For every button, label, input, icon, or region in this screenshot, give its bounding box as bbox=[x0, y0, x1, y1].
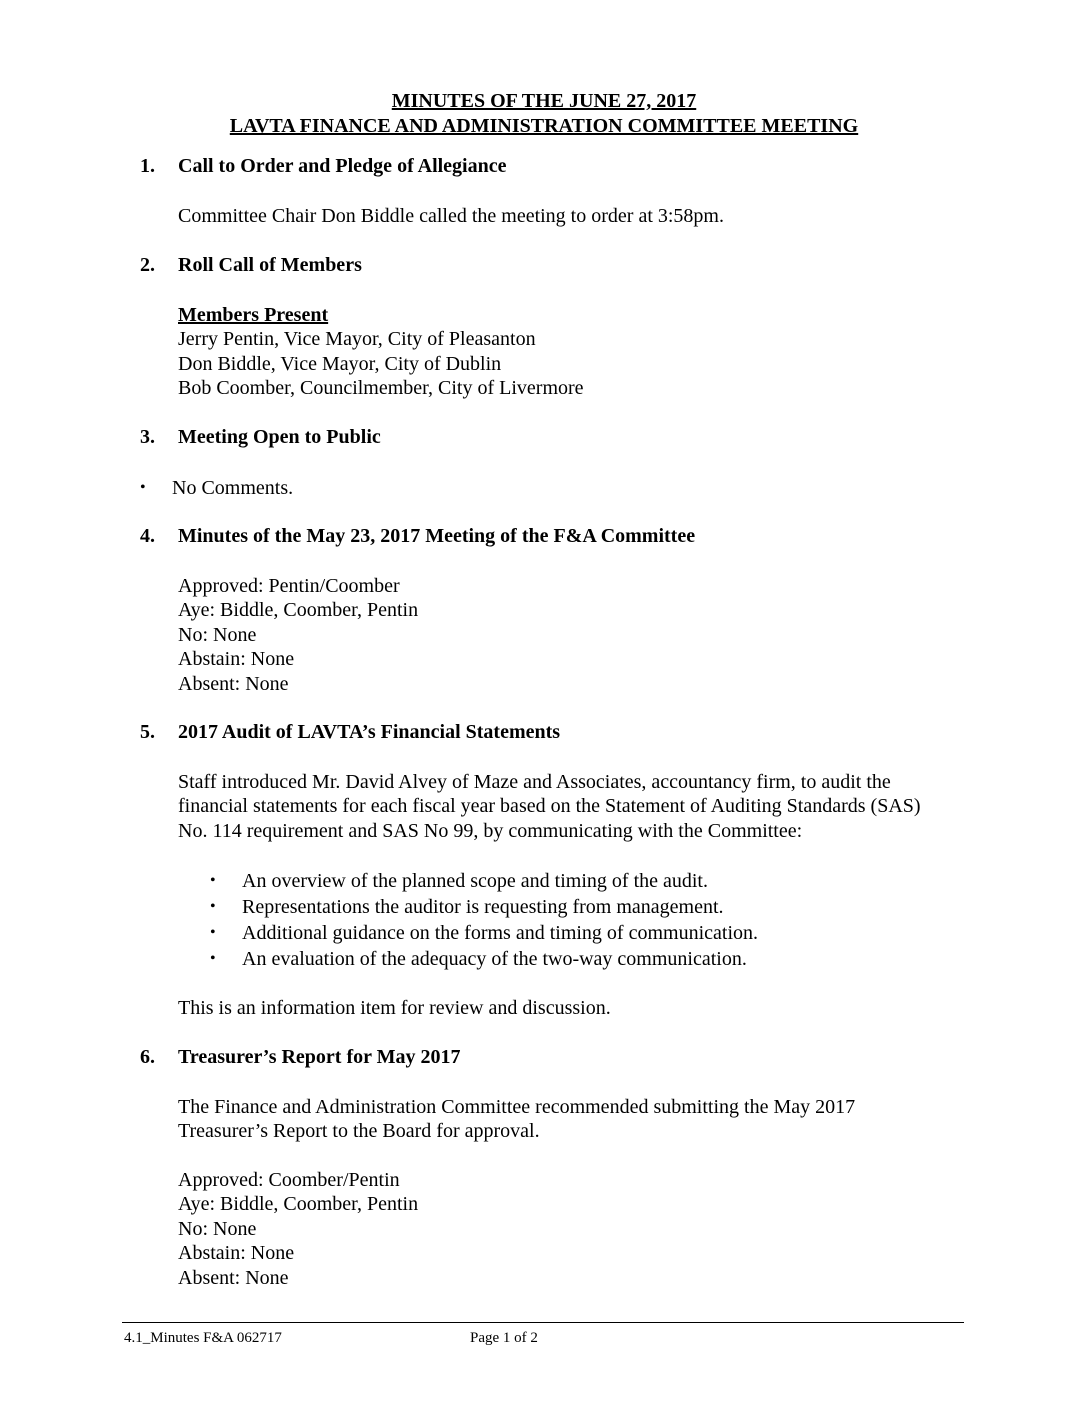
member-line: Bob Coomber, Councilmember, City of Livermore bbox=[178, 377, 584, 399]
document-title bbox=[0, 89, 1088, 138]
vote-aye: Aye: Biddle, Coomber, Pentin bbox=[178, 1193, 419, 1215]
paragraph-line: No. 114 requirement and SAS No 99, by communicating with the Committee: bbox=[178, 819, 803, 842]
bullet-item: • Additional guidance on the forms and timing of communication. bbox=[210, 920, 976, 946]
members-block bbox=[178, 303, 976, 401]
paragraph-line: Staff introduced Mr. David Alvey of Maze and Associates, accountancy firm, to audit the bbox=[178, 770, 891, 793]
vote-no: No: None bbox=[178, 623, 257, 646]
section-title: Minutes of the May 23, 2017 Meeting of the F&A Committee bbox=[178, 525, 696, 547]
section-2 bbox=[140, 253, 976, 401]
section-1-text: Committee Chair Don Biddle called the meeting to order at 3:58pm. bbox=[178, 204, 724, 227]
bullet-item: • Representations the auditor is requesting from management. bbox=[210, 894, 976, 920]
section-5-paragraph bbox=[178, 770, 986, 844]
section-2-heading bbox=[140, 253, 976, 278]
section-number: 2. bbox=[140, 254, 155, 276]
vote-abstain: Abstain: None bbox=[178, 1242, 295, 1264]
title-line-1: MINUTES OF THE JUNE 27, 2017 bbox=[391, 90, 697, 112]
vote-approved: Approved: Coomber/Pentin bbox=[178, 1168, 400, 1191]
section-3-bullets bbox=[140, 476, 976, 501]
title-line-2: LAVTA FINANCE AND ADMINISTRATION COMMITTEE MEETING bbox=[229, 114, 859, 137]
paragraph-line: Treasurer’s Report to the Board for approval. bbox=[178, 1120, 540, 1142]
section-5 bbox=[140, 720, 976, 1021]
section-5-bullets bbox=[210, 868, 976, 972]
vote-aye: Aye: Biddle, Coomber, Pentin bbox=[178, 599, 419, 621]
vote-no: No: None bbox=[178, 1217, 257, 1240]
section-title: Call to Order and Pledge of Allegiance bbox=[178, 155, 507, 177]
section-number: 6. bbox=[140, 1046, 155, 1068]
section-1 bbox=[140, 154, 976, 228]
paragraph-line: The Finance and Administration Committee recommended submitting the May 2017 bbox=[178, 1095, 856, 1118]
section-1-heading bbox=[140, 154, 976, 179]
section-5-closing: This is an information item for review and discussion. bbox=[178, 997, 611, 1019]
footer-divider bbox=[122, 1322, 964, 1323]
section-title: Roll Call of Members bbox=[178, 254, 362, 276]
section-number: 4. bbox=[140, 525, 155, 547]
members-present-heading: Members Present bbox=[178, 303, 329, 326]
section-3 bbox=[140, 425, 976, 500]
section-title: Meeting Open to Public bbox=[178, 426, 381, 448]
paragraph-line: financial statements for each fiscal year based on the Statement of Auditing Standards (SAS) bbox=[178, 795, 921, 817]
section-3-heading bbox=[140, 425, 976, 450]
section-number: 1. bbox=[140, 155, 155, 177]
vote-record bbox=[178, 574, 976, 697]
section-4-heading bbox=[140, 524, 976, 549]
vote-approved: Approved: Pentin/Coomber bbox=[178, 574, 400, 597]
footer-doc-id: 4.1_Minutes F&A 062717 bbox=[124, 1330, 282, 1346]
bullet-item: • No Comments. bbox=[140, 476, 976, 501]
vote-absent: Absent: None bbox=[178, 672, 289, 695]
section-5-heading bbox=[140, 720, 976, 745]
member-line: Don Biddle, Vice Mayor, City of Dublin bbox=[178, 352, 502, 375]
section-title: 2017 Audit of LAVTA’s Financial Statements bbox=[178, 721, 561, 743]
vote-abstain: Abstain: None bbox=[178, 648, 295, 670]
bullet-item: • An overview of the planned scope and timing of the audit. bbox=[210, 868, 976, 894]
vote-record bbox=[178, 1168, 976, 1291]
section-6-heading bbox=[140, 1045, 976, 1070]
section-number: 5. bbox=[140, 721, 155, 743]
section-4 bbox=[140, 524, 976, 696]
member-line: Jerry Pentin, Vice Mayor, City of Pleasanton bbox=[178, 328, 536, 350]
section-title: Treasurer’s Report for May 2017 bbox=[178, 1046, 461, 1068]
bullet-item: • An evaluation of the adequacy of the two-way communication. bbox=[210, 946, 976, 972]
section-6 bbox=[140, 1045, 976, 1290]
vote-absent: Absent: None bbox=[178, 1266, 289, 1289]
footer-page-number: Page 1 of 2 bbox=[470, 1330, 538, 1346]
section-6-paragraph bbox=[178, 1095, 976, 1144]
section-number: 3. bbox=[140, 426, 155, 448]
